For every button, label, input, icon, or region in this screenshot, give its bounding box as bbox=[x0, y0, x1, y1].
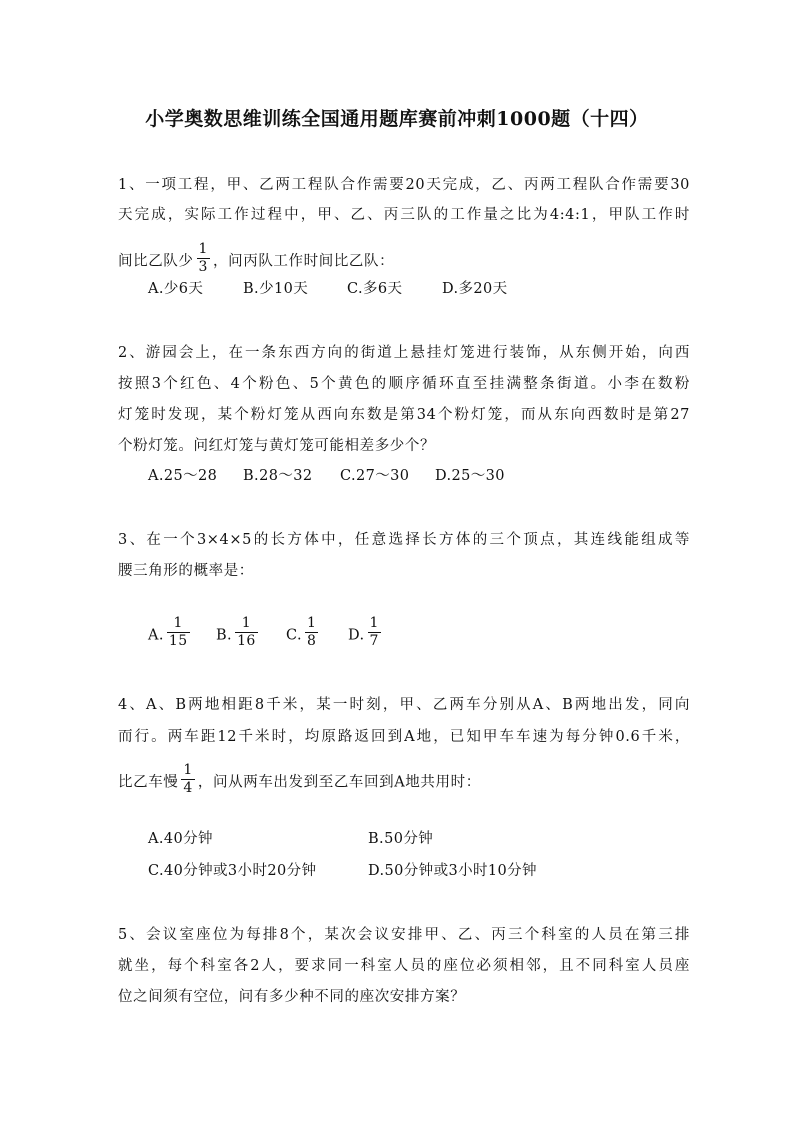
q3-option-d-num: 1 bbox=[369, 615, 379, 631]
q5-line-1: 5、会议室座位为每排8个，某次会议安排甲、乙、丙三个科室的人员在第三排 bbox=[118, 927, 690, 943]
q1-line-3 bbox=[118, 241, 690, 279]
q1-fraction bbox=[197, 241, 211, 276]
q3-option-d-fraction bbox=[368, 615, 381, 650]
q4-line-1: 4、A、B两地相距8千米，某一时刻，甲、乙两车分别从A、B两地出发，同向 bbox=[118, 697, 690, 713]
q1-fraction-num: 1 bbox=[198, 241, 209, 257]
q1-option-a: A.少6天 bbox=[148, 281, 204, 297]
q4-fraction bbox=[181, 762, 195, 797]
q1-option-d: D.多20天 bbox=[442, 281, 508, 297]
q2-line-3: 灯笼时发现，某个粉灯笼从西向东数是第34个粉灯笼，而从东向西数时是第27 bbox=[118, 407, 690, 423]
q3-option-a-den: 15 bbox=[168, 633, 188, 649]
q4-line-3 bbox=[118, 762, 690, 800]
q3-option-a-fraction bbox=[167, 615, 190, 650]
q3-option-b-num: 1 bbox=[241, 615, 252, 631]
q1-line-2: 天完成，实际工作过程中，甲、乙、丙三队的工作量之比为4:4:1，甲队工作时 bbox=[118, 207, 690, 223]
q3-option-b-den: 16 bbox=[237, 633, 256, 649]
q3-option-d bbox=[348, 615, 384, 653]
q1-line-3-after: ，问丙队工作时间比乙队： bbox=[213, 253, 395, 270]
q3-line-1: 3、在一个3×4×5的长方体中，任意选择长方体的三个顶点，其连线能组成等 bbox=[118, 532, 690, 548]
q1-line-1: 1、一项工程，甲、乙两工程队合作需要20天完成，乙、丙两工程队合作需要30 bbox=[118, 177, 690, 193]
q4-line-2: 而行。两车距12千米时，均原路返回到A地，已知甲车车速为每分钟0.6千米， bbox=[118, 729, 690, 745]
q2-line-2: 按照3个红色、4个粉色、5个黄色的顺序循环直至挂满整条街道。小李在数粉 bbox=[118, 376, 690, 392]
q2-option-a: A.25～28 bbox=[148, 468, 218, 484]
q3-option-d-den: 7 bbox=[369, 633, 379, 649]
q4-option-c: C.40分钟或3小时20分钟 bbox=[148, 863, 317, 879]
q3-option-a-num: 1 bbox=[173, 615, 183, 631]
q3-option-d-label: D. bbox=[348, 627, 365, 644]
q2-line-1: 2、游园会上，在一条东西方向的街道上悬挂灯笼进行装饰，从东侧开始，向西 bbox=[118, 345, 690, 361]
q3-option-c bbox=[286, 615, 321, 653]
q4-option-b: B.50分钟 bbox=[368, 831, 434, 847]
q3-option-a bbox=[148, 615, 193, 653]
q5-line-3: 位之间须有空位，问有多少种不同的座次安排方案？ bbox=[118, 989, 466, 1005]
q4-line-3-before: 比乙车慢 bbox=[118, 774, 179, 791]
q5-line-2: 就坐，每个科室各2人，要求同一科室人员的座位必须相邻，且不同科室人员座 bbox=[118, 958, 690, 974]
q3-option-a-label: A. bbox=[148, 627, 164, 644]
q1-option-b: B.少10天 bbox=[243, 281, 309, 297]
q2-option-c: C.27～30 bbox=[340, 468, 410, 484]
q3-line-2: 腰三角形的概率是： bbox=[118, 563, 254, 579]
q3-option-b-fraction bbox=[235, 615, 258, 650]
q4-option-d: D.50分钟或3小时10分钟 bbox=[368, 863, 537, 879]
q3-option-b bbox=[216, 615, 261, 653]
q4-line-3-after: ，问从两车出发到至乙车回到A地共用时： bbox=[197, 774, 481, 791]
q4-option-a: A.40分钟 bbox=[148, 831, 213, 847]
q3-option-b-label: B. bbox=[216, 627, 233, 644]
page-title: 小学奥数思维训练全国通用题库赛前冲刺1000题（十四） bbox=[145, 108, 649, 130]
q2-option-b: B.28～32 bbox=[243, 468, 313, 484]
q1-option-c: C.多6天 bbox=[347, 281, 403, 297]
q3-option-c-fraction bbox=[305, 615, 318, 650]
q3-option-c-num: 1 bbox=[307, 615, 317, 631]
q2-option-d: D.25～30 bbox=[435, 468, 505, 484]
q1-line-3-before: 间比乙队少 bbox=[118, 253, 194, 270]
q2-line-4: 个粉灯笼。问红灯笼与黄灯笼可能相差多少个？ bbox=[118, 438, 436, 454]
q3-option-c-den: 8 bbox=[307, 633, 317, 649]
q4-fraction-num: 1 bbox=[183, 762, 193, 778]
q1-fraction-den: 3 bbox=[198, 259, 209, 275]
q4-fraction-den: 4 bbox=[183, 780, 193, 796]
q3-option-c-label: C. bbox=[286, 627, 302, 644]
